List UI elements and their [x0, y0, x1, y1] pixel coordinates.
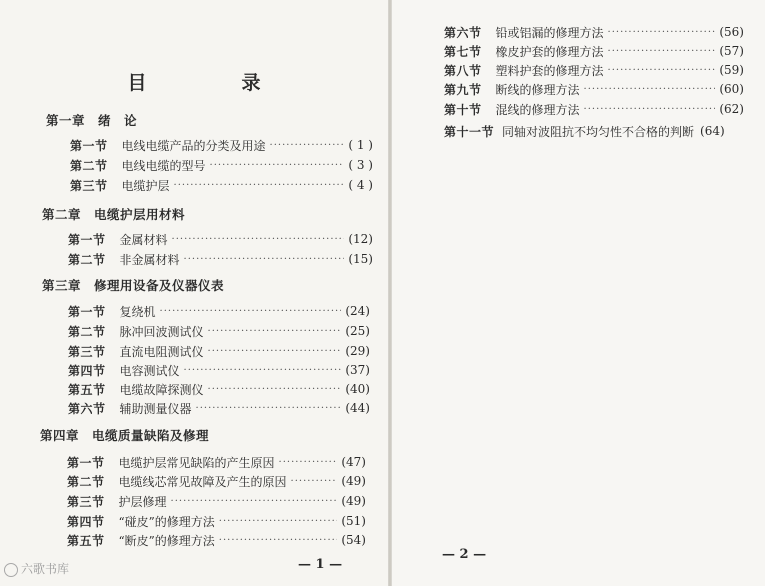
section-title: 直流电阻测试仪 — [119, 344, 204, 359]
toc-entry[interactable] — [68, 379, 370, 399]
page-number: (37) — [345, 363, 370, 377]
chapter-heading: 第一章 绪 论 — [46, 113, 138, 128]
leader-dots — [196, 403, 342, 414]
toc-entry[interactable] — [68, 301, 370, 321]
chapter-heading: 第三章 修理用设备及仪器仪表 — [42, 278, 225, 293]
leader-dots — [219, 516, 338, 527]
page-number: (64) — [700, 124, 725, 138]
leader-dots — [219, 535, 338, 546]
section-number: 第五节 — [68, 382, 106, 397]
section-title: 铅或铝漏的修理方法 — [495, 25, 604, 40]
section-number: 第三节 — [67, 494, 105, 509]
section-title: “碰皮”的修理方法 — [118, 514, 215, 529]
toc-entry[interactable] — [67, 471, 366, 491]
toc-entry[interactable] — [68, 229, 373, 249]
toc-entry[interactable] — [68, 321, 370, 341]
section-title: 护层修理 — [118, 494, 167, 509]
leader-dots — [608, 27, 716, 38]
page-number: (47) — [341, 455, 366, 469]
chapter-heading: 第二章 电缆护层用材料 — [42, 207, 186, 222]
toc-entry[interactable] — [67, 491, 366, 511]
section-number: 第二节 — [68, 252, 106, 267]
page-number: (54) — [341, 533, 366, 547]
toc-entry[interactable] — [68, 360, 370, 380]
toc-entry[interactable] — [70, 175, 373, 195]
section-number: 第五节 — [67, 533, 105, 548]
page-folio: — 1 — — [298, 557, 343, 572]
leader-dots — [174, 180, 345, 191]
leader-dots — [270, 140, 345, 151]
toc-entry[interactable] — [68, 249, 373, 269]
page-number: ( 3 ) — [348, 158, 373, 172]
watermark-logo-icon — [4, 563, 18, 577]
section-number: 第三节 — [70, 178, 108, 193]
section-title: 复绕机 — [119, 304, 156, 319]
leader-dots — [160, 306, 342, 317]
section-number: 第一节 — [70, 138, 108, 153]
section-number: 第二节 — [70, 158, 108, 173]
section-number: 第一节 — [68, 232, 106, 247]
section-number: 第四节 — [68, 363, 106, 378]
right-page — [392, 0, 765, 586]
chapter-heading: 第四章 电缆质量缺陷及修理 — [40, 428, 210, 443]
section-title: 电线电缆产品的分类及用途 — [121, 138, 266, 153]
page-title: 目 录 — [127, 72, 299, 94]
section-number: 第八节 — [444, 63, 482, 78]
leader-dots — [184, 365, 342, 376]
section-title: 电缆护层 — [121, 178, 170, 193]
toc-entry[interactable] — [70, 135, 373, 155]
section-title: 脉冲回波测试仪 — [119, 324, 204, 339]
page-number: (40) — [345, 382, 370, 396]
section-number: 第七节 — [444, 44, 482, 59]
leader-dots — [208, 326, 342, 337]
page-number: (51) — [341, 514, 366, 528]
leader-dots — [171, 496, 338, 507]
leader-dots — [208, 384, 342, 395]
toc-entry[interactable] — [444, 121, 744, 141]
section-title: 混线的修理方法 — [495, 102, 580, 117]
section-title: 电缆线芯常见故障及产生的原因 — [118, 474, 287, 489]
toc-entry[interactable] — [444, 99, 744, 119]
leader-dots — [608, 46, 716, 57]
section-number: 第二节 — [68, 324, 106, 339]
leader-dots — [184, 254, 345, 265]
leader-dots — [208, 346, 342, 357]
section-title: 电缆护层常见缺陷的产生原因 — [118, 455, 275, 470]
toc-entry[interactable] — [70, 155, 373, 175]
leader-dots — [584, 104, 716, 115]
leader-dots — [279, 457, 338, 468]
section-number: 第一节 — [68, 304, 106, 319]
toc-entry[interactable] — [67, 511, 366, 531]
section-number: 第六节 — [444, 25, 482, 40]
leader-dots — [172, 234, 345, 245]
page-number: (62) — [719, 102, 744, 116]
toc-entry[interactable] — [444, 41, 744, 61]
page-number: (57) — [719, 44, 744, 58]
page-folio: — 2 — — [442, 547, 487, 562]
page-number: (60) — [719, 82, 744, 96]
page-number: (49) — [341, 494, 366, 508]
leader-dots — [210, 160, 345, 171]
page-number: (56) — [719, 25, 744, 39]
section-title: 塑料护套的修理方法 — [495, 63, 604, 78]
section-title: 电缆故障探测仪 — [119, 382, 204, 397]
section-title: 非金属材料 — [119, 252, 180, 267]
section-title: 断线的修理方法 — [495, 82, 580, 97]
leader-dots — [608, 65, 716, 76]
toc-entry[interactable] — [68, 341, 370, 361]
section-number: 第三节 — [68, 344, 106, 359]
page-number: (25) — [345, 324, 370, 338]
watermark: 六歌书库 — [4, 560, 69, 577]
section-title: 金属材料 — [119, 232, 168, 247]
toc-entry[interactable] — [67, 530, 366, 550]
leader-dots — [291, 476, 338, 487]
page-number: (15) — [348, 252, 373, 266]
page-number: (29) — [345, 344, 370, 358]
page-number: ( 4 ) — [348, 178, 373, 192]
section-title: 电容测试仪 — [119, 363, 180, 378]
page-number: (49) — [341, 474, 366, 488]
section-number: 第二节 — [67, 474, 105, 489]
section-number: 第六节 — [68, 401, 106, 416]
toc-entry[interactable] — [444, 22, 744, 42]
section-title: 橡皮护套的修理方法 — [495, 44, 604, 59]
page-number: (24) — [345, 304, 370, 318]
section-title: 辅助测量仪器 — [119, 401, 192, 416]
section-title: 电线电缆的型号 — [121, 158, 206, 173]
toc-entry[interactable] — [444, 79, 744, 99]
section-number: 第十一节 — [444, 124, 495, 139]
section-number: 第一节 — [67, 455, 105, 470]
section-title: “断皮”的修理方法 — [118, 533, 215, 548]
leader-dots — [584, 84, 716, 95]
page-number: (59) — [719, 63, 744, 77]
toc-entry[interactable] — [444, 60, 744, 80]
toc-entry[interactable] — [68, 398, 370, 418]
toc-entry[interactable] — [67, 452, 366, 472]
section-number: 第九节 — [444, 82, 482, 97]
page-number: (12) — [348, 232, 373, 246]
page-number: (44) — [345, 401, 370, 415]
section-title: 同轴对波阻抗不均匀性不合格的判断 — [502, 124, 695, 139]
page-number: ( 1 ) — [348, 138, 373, 152]
section-number: 第十节 — [444, 102, 482, 117]
section-number: 第四节 — [67, 514, 105, 529]
